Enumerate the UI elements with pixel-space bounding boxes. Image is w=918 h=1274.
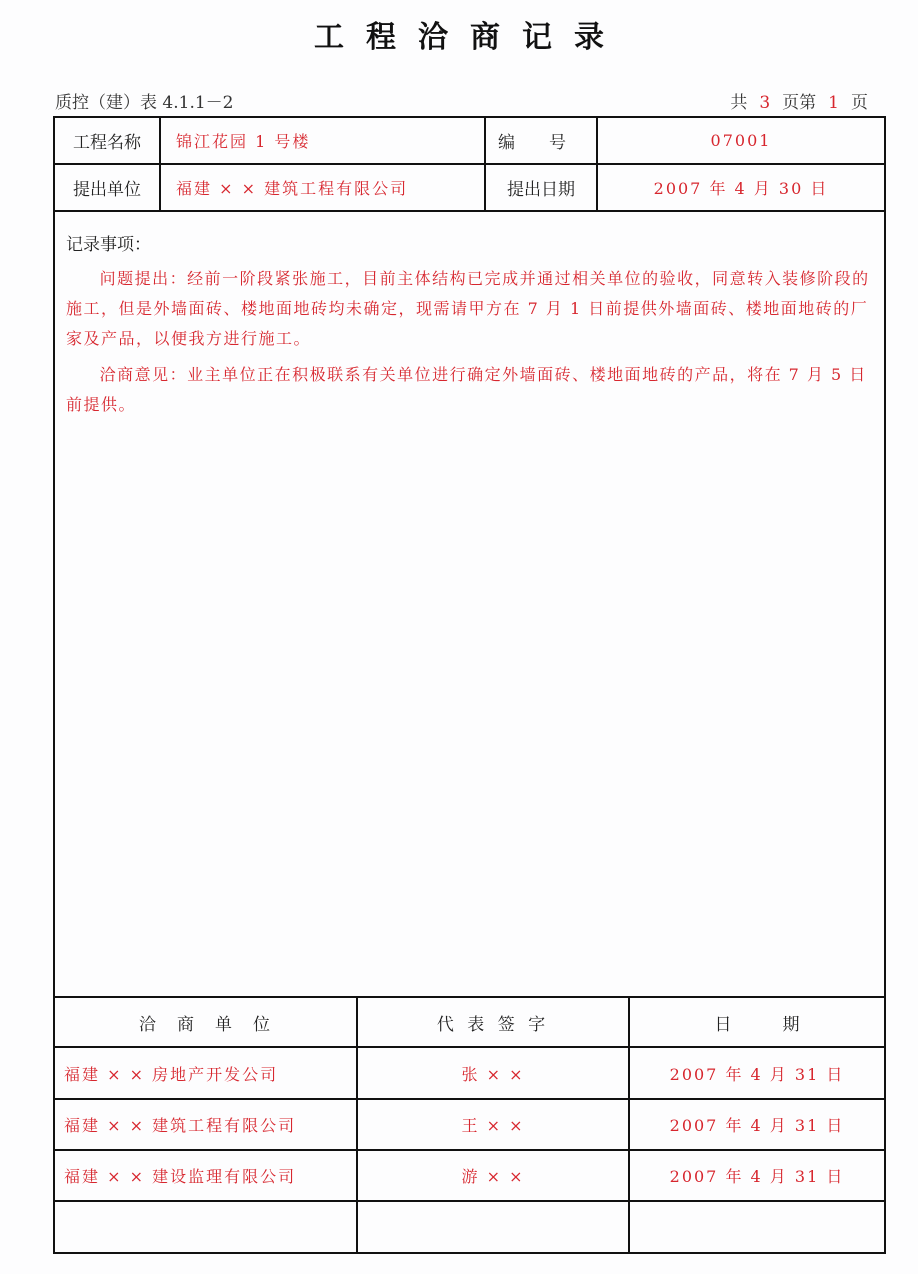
number-label: 编 号 — [498, 133, 566, 153]
sig-row-date-empty[interactable] — [630, 1202, 884, 1252]
submit-date-value[interactable]: 2007 年 4 月 30 日 — [653, 179, 829, 198]
project-name-label: 工程名称 — [73, 133, 141, 153]
sig-row-unit[interactable]: 福建 × × 建设监理有限公司 — [64, 1167, 297, 1186]
col-divider — [159, 116, 161, 211]
document-title: 工程洽商记录 — [314, 20, 626, 55]
sig-row-date[interactable]: 2007 年 4 月 31 日 — [669, 1167, 845, 1186]
sig-row-date[interactable]: 2007 年 4 月 31 日 — [669, 1064, 845, 1084]
page-suffix: 页 — [851, 93, 868, 113]
page-total-count: 3 — [759, 93, 771, 113]
number-value[interactable]: 07001 — [710, 131, 772, 150]
sig-row-unit[interactable]: 福建 × × 建筑工程有限公司 — [64, 1116, 297, 1135]
record-paragraph-opinion[interactable]: 洽商意见：业主单位正在积极联系有关单位进行确定外墙面砖、楼地面地砖的产品，将在 7 月 5 日前提供。 — [66, 365, 867, 414]
sig-row-unit[interactable]: 福建 × × 房地产开发公司 — [64, 1064, 279, 1084]
page-current-number: 1 — [828, 93, 839, 113]
sig-row-unit-empty[interactable] — [64, 1202, 354, 1252]
sig-row-signer-empty[interactable] — [358, 1202, 628, 1252]
submitter-label: 提出单位 — [73, 180, 141, 200]
row-divider — [53, 210, 886, 212]
sig-header-date: 日 期 — [714, 1014, 800, 1035]
sig-row-signer[interactable]: 王 × × — [461, 1116, 525, 1135]
project-name-value[interactable]: 锦江花园 1 号楼 — [176, 132, 311, 151]
sig-row-date[interactable]: 2007 年 4 月 31 日 — [669, 1116, 845, 1135]
record-heading: 记录事项： — [66, 235, 151, 255]
submit-date-label: 提出日期 — [507, 180, 575, 200]
record-paragraph-issue[interactable]: 问题提出：经前一阶段紧张施工，目前主体结构已完成并通过相关单位的验收，同意转入装修阶段的施工，但是外墙面砖、楼地面地砖均未确定，现需请甲方在 7 月 1 日前提供外墙面砖、楼地面地砖的厂家及产品，以便我方进行施工。 — [66, 269, 870, 348]
page-total-prefix: 共 — [730, 93, 748, 113]
record-section — [66, 230, 878, 426]
page-middle-text: 页第 — [782, 93, 817, 113]
submitter-value[interactable]: 福建 × × 建筑工程有限公司 — [176, 179, 409, 198]
sig-header-signer: 代 表 签 字 — [436, 1014, 550, 1035]
page-info — [730, 88, 868, 113]
sig-row-signer[interactable]: 张 × × — [461, 1064, 525, 1084]
sig-row-signer[interactable]: 游 × × — [461, 1167, 525, 1186]
sig-header-unit: 洽 商 单 位 — [139, 1014, 272, 1035]
form-code: 质控（建）表 4.1.1－2 — [55, 93, 234, 113]
